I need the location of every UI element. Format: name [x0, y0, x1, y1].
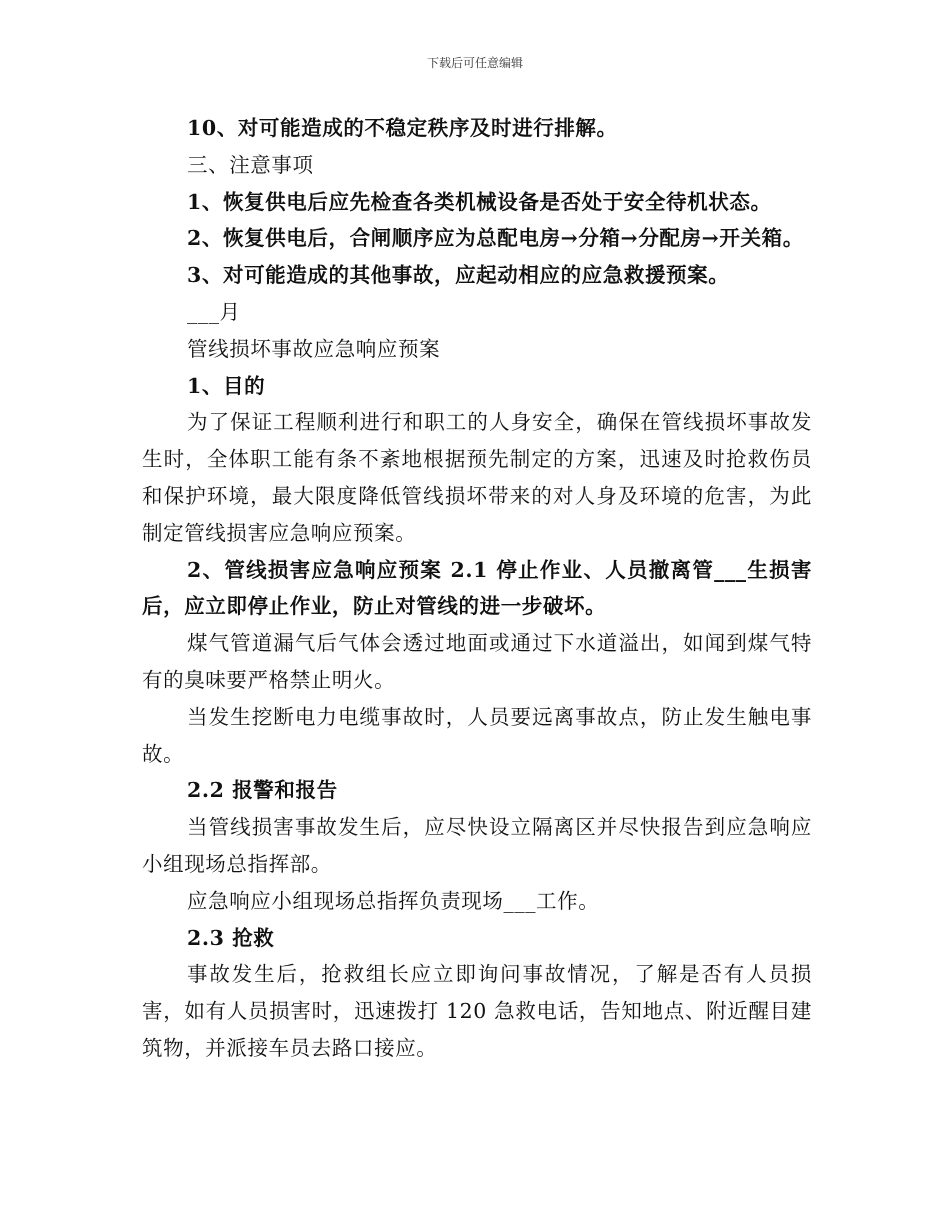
commander-paragraph: 应急响应小组现场总指挥负责现场___工作。: [187, 888, 600, 913]
rescue-paragraph: 事故发生后，抢救组长应立即询问事故情况，了解是否有人员损害，如有人员损害时，迅速拨打 120 急救电话，告知地点、附近醒目建筑物，并派接车员去路口接应。: [142, 962, 812, 1060]
document-body: [142, 110, 812, 1067]
report-paragraph: 当管线损害事故发生后，应尽快设立隔离区并尽快报告到应急响应小组现场总指挥部。: [142, 815, 812, 876]
cable-paragraph: 当发生挖断电力电缆事故时，人员要远离事故点，防止发生触电事故。: [142, 704, 812, 766]
doc-title: 管线损坏事故应急响应预案: [187, 336, 441, 361]
page-header: 下载后可任意编辑: [426, 56, 523, 70]
note-2-line: 2、恢复供电后，合闸顺序应为总配电房→分箱→分配房→开关箱。: [187, 226, 804, 251]
gas-leak-paragraph: 煤气管道漏气后气体会透过地面或通过下水道溢出，如闻到煤气特有的臭味要严格禁止明火。: [142, 631, 812, 692]
rescue-heading: 2.3 抢救: [187, 925, 275, 950]
item-10-line: 10、对可能造成的不稳定秩序及时进行排解。: [187, 116, 618, 140]
alarm-heading: 2.2 报警和报告: [187, 778, 338, 803]
note-3-line: 3、对可能造成的其他事故，应起动相应的应急救援预案。: [187, 263, 730, 288]
purpose-heading: 1、目的: [187, 373, 266, 398]
note-1-line: 1、恢复供电后应先检查各类机械设备是否处于安全待机状态。: [187, 189, 772, 214]
section-notes-heading: 三、注意事项: [187, 152, 314, 177]
month-line: ___月: [187, 299, 241, 324]
plan-section-paragraph: 2、管线损害应急响应预案 2.1 停止作业、人员撤离管___生损害后，应立即停止作业，防止对管线的进一步破坏。: [142, 557, 812, 619]
purpose-paragraph: 为了保证工程顺利进行和职工的人身安全，确保在管线损坏事故发生时，全体职工能有条不紊地根据预先制定的方案，迅速及时抢救伤员和保护环境，最大限度降低管线损坏带来的对人身及环境的危害，为此制定管线损害应急响应预案。: [142, 410, 812, 545]
